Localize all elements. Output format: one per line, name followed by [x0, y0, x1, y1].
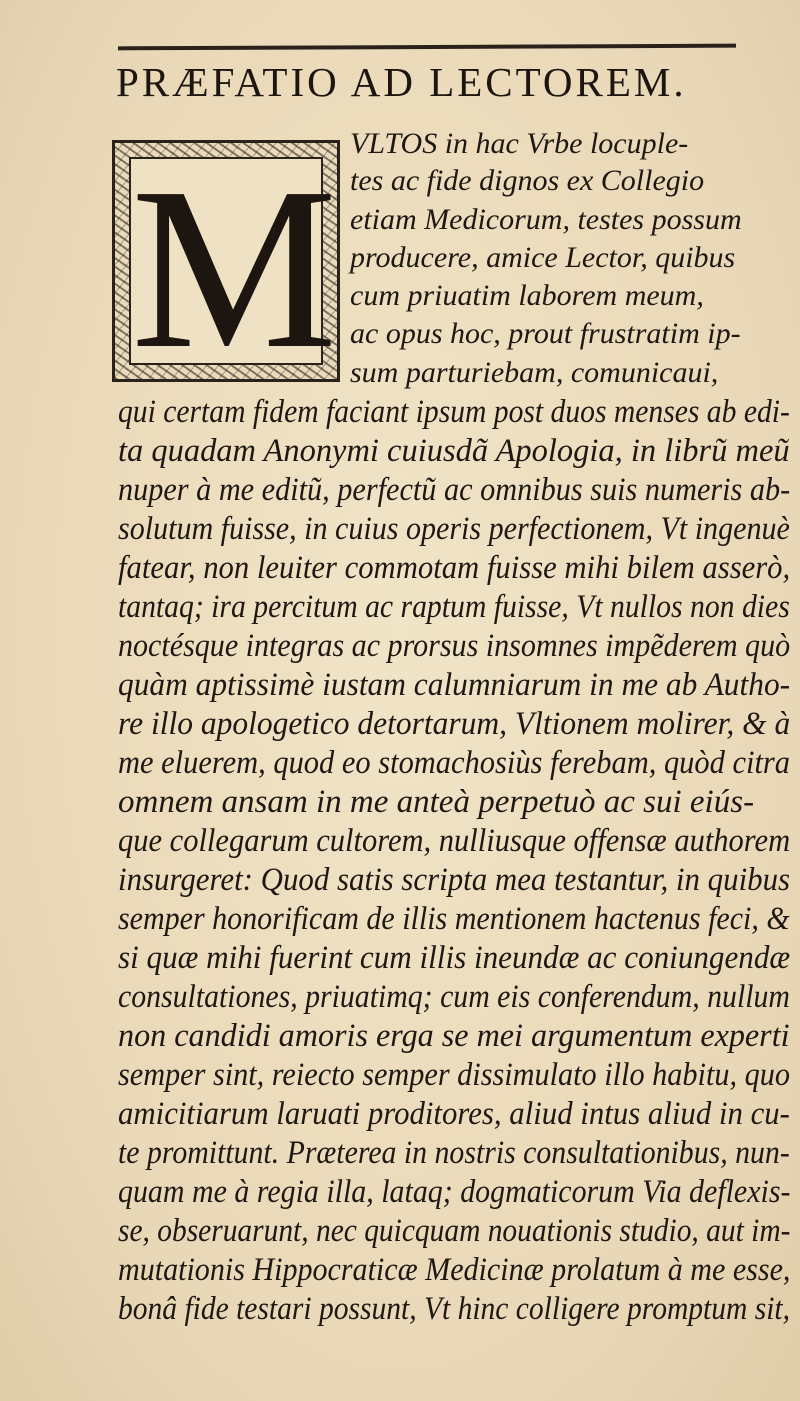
text-line: ac opus hoc, prout frustratim ip- — [350, 317, 741, 350]
text-line: semper sint, reiecto semper dissimulato illo habitu, quo — [118, 1057, 790, 1093]
text-line: que collegarum cultorem, nulliusque offensæ authorem — [118, 823, 791, 859]
text-line: omnem ansam in me anteà perpetuò ac sui eiús- — [118, 784, 755, 820]
text-line: solutum fuisse, in cuius operis perfectionem, Vt ingenuè — [118, 511, 790, 547]
text-line: te promittunt. Præterea in nostris consultationibus, nun- — [118, 1135, 790, 1171]
text-line: sum parturiebam, comunicaui, — [350, 356, 719, 389]
text-line: tantaq; ira percitum ac raptum fuisse, Vt nullos non dies — [118, 589, 790, 625]
text-line: ta quadam Anonymi cuiusdã Apologia, in librũ meũ — [118, 433, 790, 469]
text-line: se, obseruarunt, nec quicquam nouationis studio, aut im- — [118, 1213, 791, 1249]
text-line: quàm aptissimè iustam calumniarum in me ab Autho- — [118, 667, 791, 703]
text-line: tes ac fide dignos ex Collegio — [350, 164, 705, 197]
text-line: si quæ mihi fuerint cum illis ineundæ ac coniungendæ — [118, 940, 791, 976]
text-line: bonâ fide testari possunt, Vt hinc colligere promptum sit, — [118, 1291, 791, 1327]
text-line: re illo apologetico detortarum, Vltionem molirer, & à — [118, 706, 791, 742]
text-line: semper honorificam de illis mentionem hactenus feci, & — [118, 901, 790, 937]
text-line: me eluerem, quod eo stomachosiùs ferebam, quòd citra — [118, 745, 791, 781]
text-line: VLTOS in hac Vrbe locuple- — [350, 127, 689, 160]
text-line: consultationes, priuatimq; cum eis conferendum, nullum — [118, 979, 790, 1015]
text-line: producere, amice Lector, quibus — [350, 241, 736, 274]
text-line: etiam Medicorum, testes possum — [350, 203, 742, 236]
text-line: insurgeret: Quod satis scripta mea testantur, in quibus — [118, 862, 791, 898]
text-line: cum priuatim laborem meum, — [350, 279, 704, 312]
text-line: quam me à regia illa, lataq; dogmaticorum Via deflexis- — [118, 1174, 791, 1210]
page-heading: PRÆFATIO AD LECTOREM. — [116, 59, 687, 105]
text-line: nuper à me editũ, perfectũ ac omnibus suis numeris ab- — [118, 472, 791, 508]
text-line: mutationis Hippocraticæ Medicinæ prolatum à me esse, — [118, 1252, 791, 1288]
text-line: fatear, non leuiter commotam fuisse mihi bilem asserò, — [118, 550, 791, 586]
text-line: non candidi amoris erga se mei argumentum experti — [118, 1018, 790, 1054]
text-line: qui certam fidem faciant ipsum post duos menses ab edi- — [118, 394, 790, 430]
text-line: noctésque integras ac prorsus insomnes impẽderem quò — [118, 628, 791, 664]
initial-letter: M — [131, 140, 338, 382]
text-line: amicitiarum laruati proditores, aliud intus aliud in cu- — [118, 1096, 790, 1132]
